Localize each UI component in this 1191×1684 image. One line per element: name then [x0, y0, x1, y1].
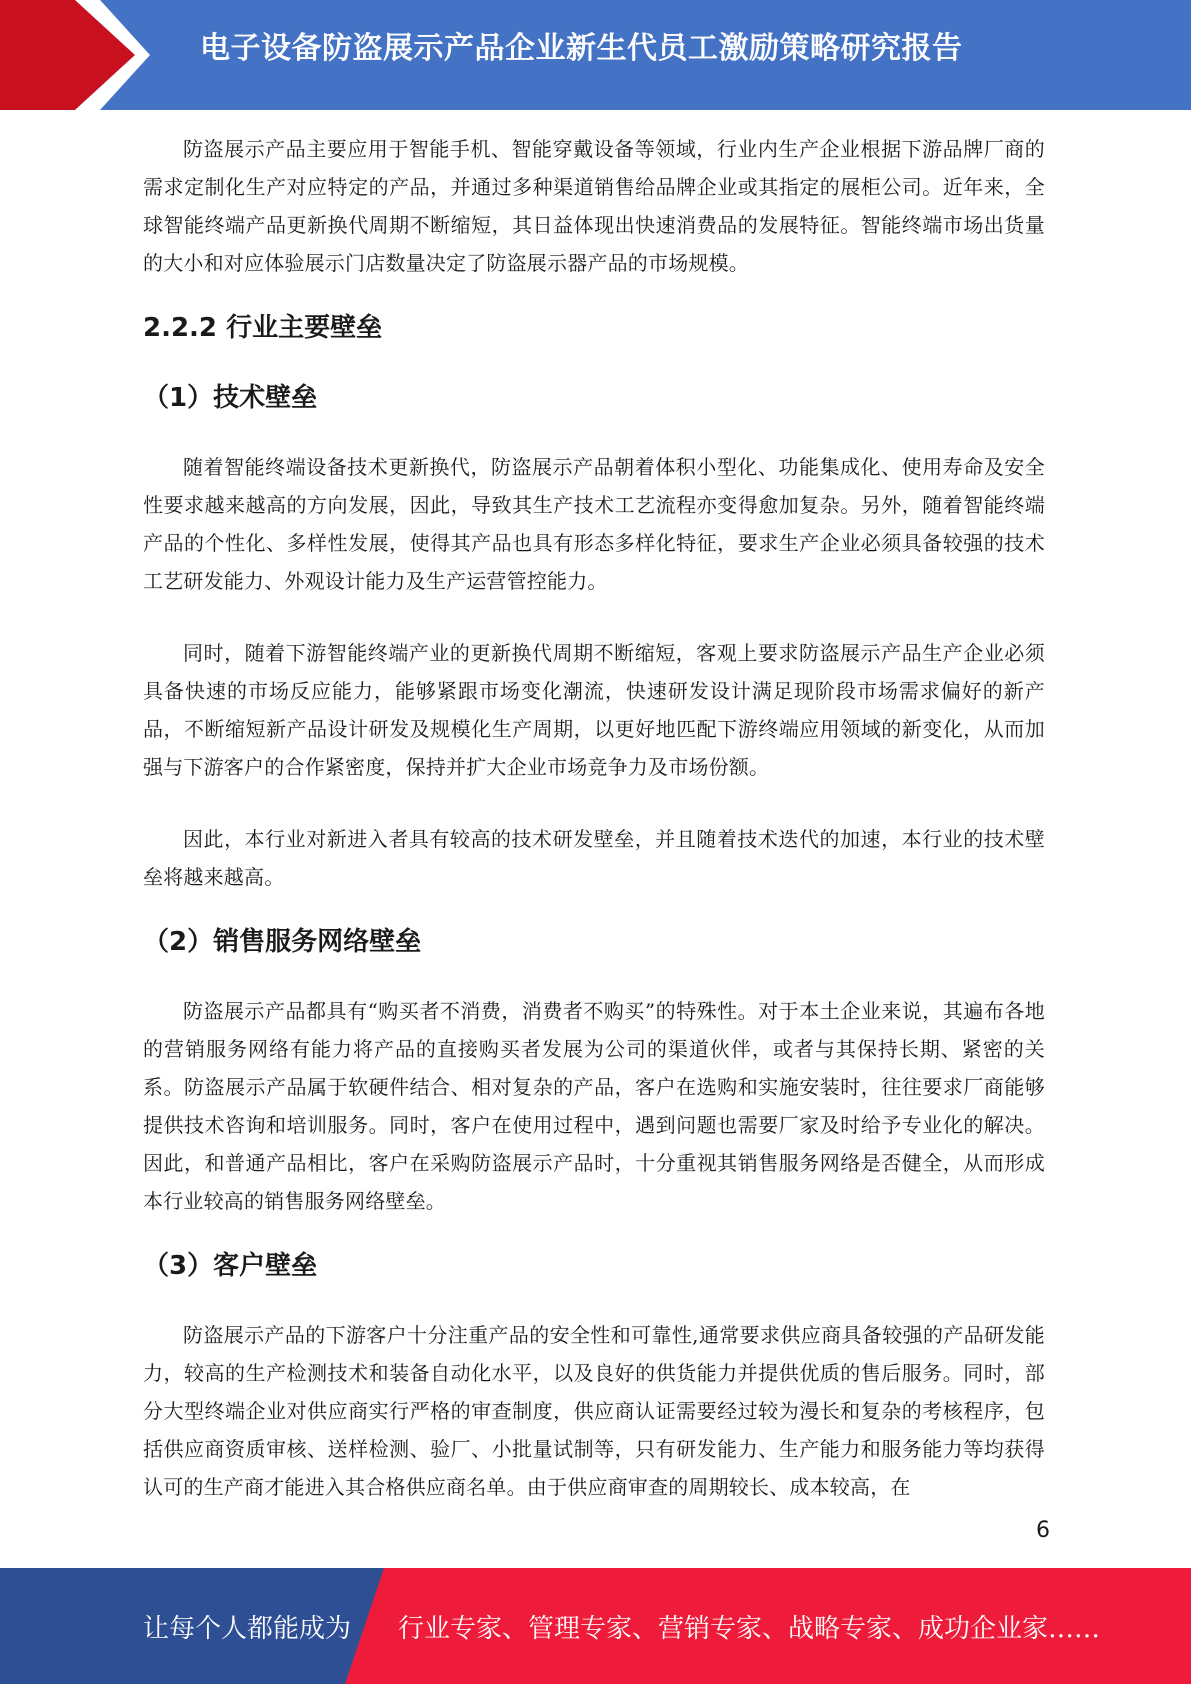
customer-paragraph: 防盗展示产品的下游客户十分注重产品的安全性和可靠性,通常要求供应商具备较强的产品研发能力，较高的生产检测技术和装备自动化水平，以及良好的供货能力并提供优质的售后服务。同时，部分大型终端企业对供应商实行严格的审查制度，供应商认证需要经过较为漫长和复杂的考核程序，包括供应商资质审核、送样检测、验厂、小批量试制等，只有研发能力、生产能力和服务能力等均获得认可的生产商才能进入其合格供应商名单。由于供应商审查的周期较长、成本较高，在 [143, 1323, 1045, 1499]
page-number: 6 [1036, 1518, 1050, 1543]
page-footer [0, 1568, 1191, 1684]
technology-paragraph-1: 随着智能终端设备技术更新换代，防盗展示产品朝着体积小型化、功能集成化、使用寿命及安全性要求越来越高的方向发展，因此，导致其生产技术工艺流程亦变得愈加复杂。另外，随着智能终端产品的个性化、多样性发展，使得其产品也具有形态多样化特征，要求生产企业必须具备较强的技术工艺研发能力、外观设计能力及生产运营管控能力。 [143, 455, 1045, 593]
document-title: 电子设备防盗展示产品企业新生代员工激励策略研究报告 [200, 31, 963, 66]
section-heading: 2.2.2 行业主要壁垒 [143, 313, 383, 343]
technology-paragraph-3: 因此，本行业对新进入者具有较高的技术研发壁垒，并且随着技术迭代的加速，本行业的技术壁垒将越来越高。 [143, 827, 1045, 889]
footer-slogan-left: 让每个人都能成为 [143, 1614, 352, 1644]
technology-paragraph-2: 同时，随着下游智能终端产业的更新换代周期不断缩短，客观上要求防盗展示产品生产企业必须具备快速的市场反应能力，能够紧跟市场变化潮流，快速研发设计满足现阶段市场需求偏好的新产品，不断缩短新产品设计研发及规模化生产周期，以更好地匹配下游终端应用领域的新变化，从而加强与下游客户的合作紧密度，保持并扩大企业市场竞争力及市场份额。 [143, 641, 1045, 779]
page-content [143, 130, 1045, 1506]
intro-paragraph: 防盗展示产品主要应用于智能手机、智能穿戴设备等领域，行业内生产企业根据下游品牌厂商的需求定制化生产对应特定的产品，并通过多种渠道销售给品牌企业或其指定的展柜公司。近年来，全球智能终端产品更新换代周期不断缩短，其日益体现出快速消费品的发展特征。智能终端市场出货量的大小和对应体验展示门店数量决定了防盗展示器产品的市场规模。 [143, 137, 1045, 275]
footer-slogan-right: 行业专家、管理专家、营销专家、战略专家、成功企业家…… [398, 1614, 1101, 1644]
sales-network-paragraph: 防盗展示产品都具有“购买者不消费，消费者不购买”的特殊性。对于本土企业来说，其遍布各地的营销服务网络有能力将产品的直接购买者发展为公司的渠道伙伴，或者与其保持长期、紧密的关系。防盗展示产品属于软硬件结合、相对复杂的产品，客户在选购和实施安装时，往往要求厂商能够提供技术咨询和培训服务。同时，客户在使用过程中，遇到问题也需要厂家及时给予专业化的解决。因此，和普通产品相比，客户在采购防盗展示产品时，十分重视其销售服务网络是否健全，从而形成本行业较高的销售服务网络壁垒。 [143, 999, 1045, 1213]
subsection-heading-sales-network: （2）销售服务网络壁垒 [143, 927, 422, 957]
page-header [0, 0, 1191, 110]
subsection-heading-customer: （3）客户壁垒 [143, 1251, 318, 1281]
subsection-heading-technology: （1）技术壁垒 [143, 383, 318, 413]
